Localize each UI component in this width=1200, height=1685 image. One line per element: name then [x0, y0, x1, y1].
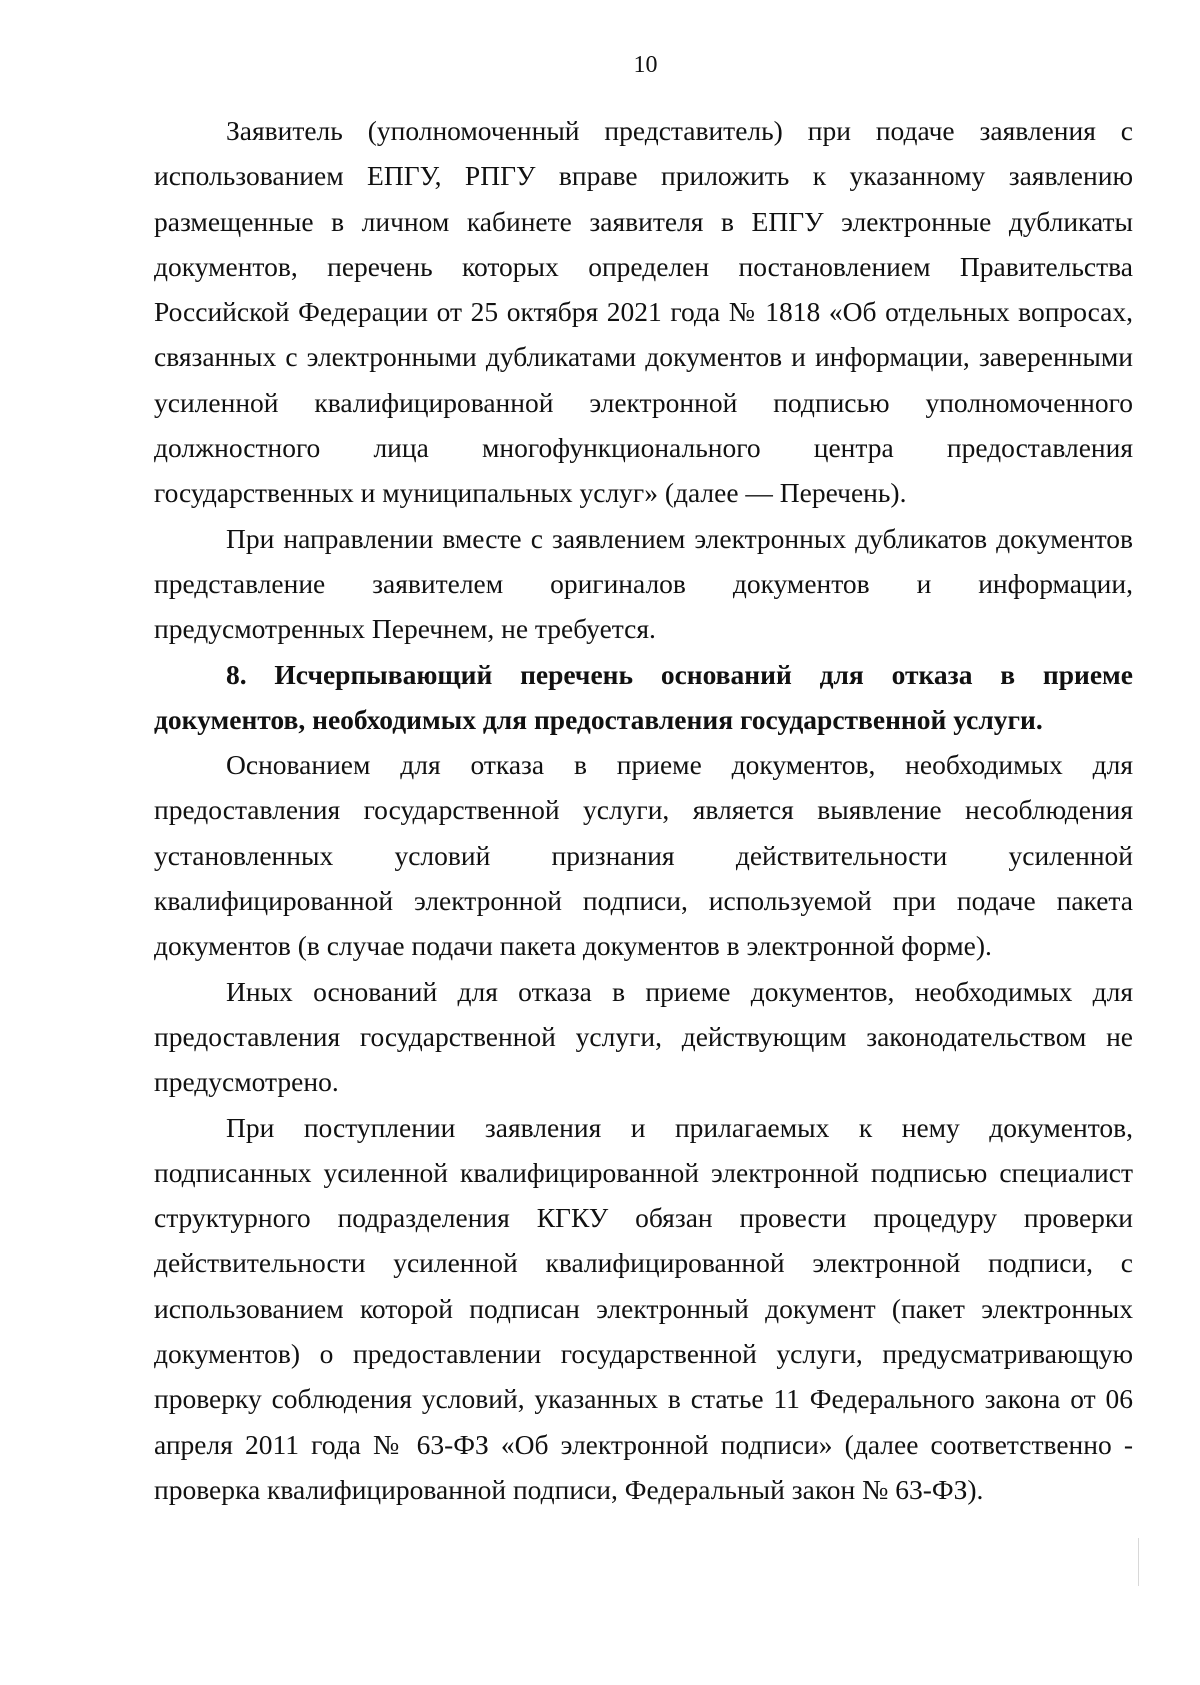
scan-artifact-line	[1138, 1538, 1139, 1586]
paragraph-refusal-grounds: Основанием для отказа в приеме документов, необходимых для предоставления государственной услуги, является выявление несоблюдения установленных условий признания действительности усиленной квалифицированной электронной подписи, используемой при подаче пакета документов (в случае подачи пакета документов в электронной форме).	[154, 749, 1133, 962]
paragraph-signature-verification: При поступлении заявления и прилагаемых к нему документов, подписанных усиленной квалифицированной электронной подписью специалист структурного подразделения КГКУ обязан провести процедуру проверки действительности усиленной квалифицированной электронной подписи, с использованием которой подписан электронный документ (пакет электронных документов) о предоставлении государственной услуги, предусматривающую проверку соблюдения условий, указанных в статье 11 Федерального закона от 06 апреля 2011 года № 63-ФЗ «Об электронной подписи» (далее соответственно - проверка квалифицированной подписи, Федеральный закон № 63-ФЗ).	[154, 1111, 1133, 1505]
document-body	[154, 108, 1133, 1512]
paragraph-no-other-grounds: Иных оснований для отказа в приеме документов, необходимых для предоставления государственной услуги, действующим законодательством не предусмотрено.	[154, 975, 1133, 1098]
paragraph-electronic-duplicates: Заявитель (уполномоченный представитель) при подаче заявления с использованием ЕПГУ, РПГУ вправе приложить к указанному заявлению размещенные в личном кабинете заявителя в ЕПГУ электронные дубликаты документов, перечень которых определен постановлением Правительства Российской Федерации от 25 октября 2021 года № 1818 «Об отдельных вопросах, связанных с электронными дубликатами документов и информации, заверенными усиленной квалифицированной электронной подписью уполномоченного должностного лица многофункционального центра предоставления государственных и муниципальных услуг» (далее — Перечень).	[154, 115, 1133, 509]
section-heading: 8. Исчерпывающий перечень оснований для отказа в приеме документов, необходимых для предоставления государственной услуги.	[154, 658, 1133, 735]
page-number: 10	[633, 52, 658, 78]
paragraph-originals-not-required: При направлении вместе с заявлением электронных дубликатов документов представление заявителем оригиналов документов и информации, предусмотренных Перечнем, не требуется.	[154, 522, 1133, 645]
